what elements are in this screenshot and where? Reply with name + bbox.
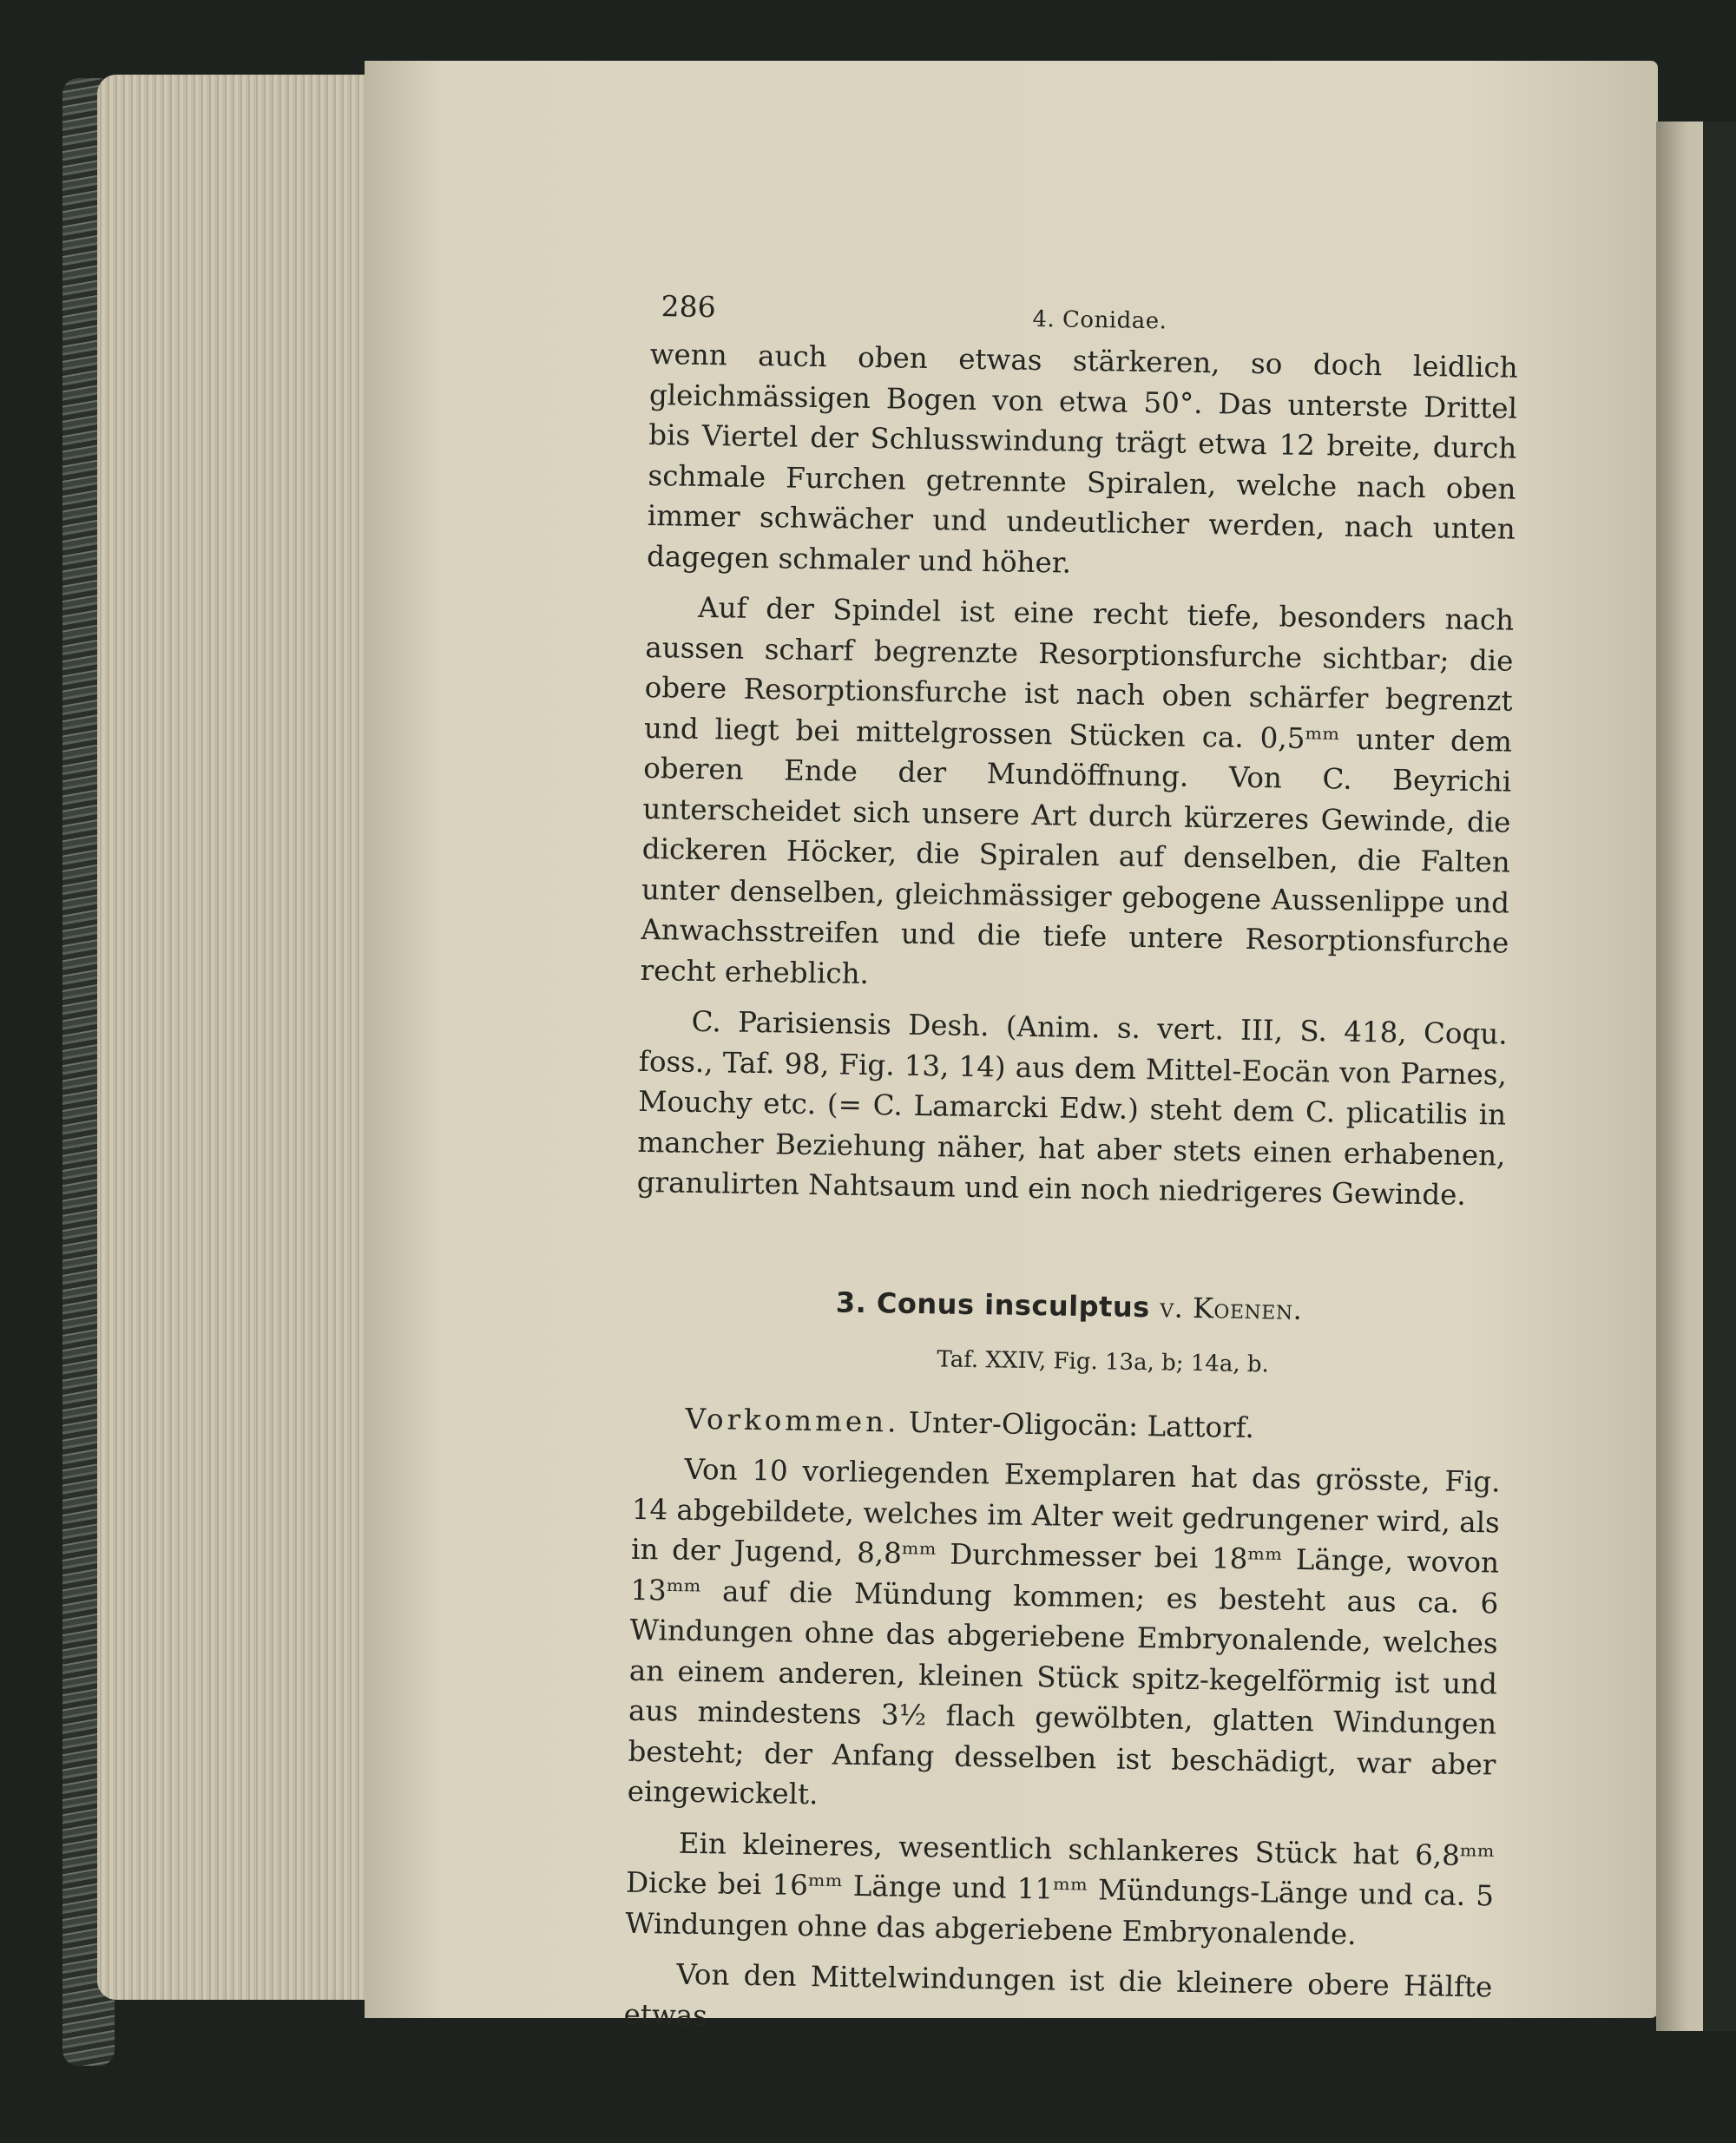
section-heading bbox=[635, 1279, 1503, 1332]
page-text bbox=[623, 286, 1519, 2048]
paragraph: Von 10 vorliegenden Exemplaren hat das grösste, Fig. 14 abgebildete, welches im Alter weit gedrungener wird, als in der Jugend, 8,8ᵐᵐ Durchmesser bei 18ᵐᵐ Länge, wovon 13ᵐᵐ auf die Mündung kommen; es besteht aus ca. 6 Windungen ohne das abgeriebene Embryonalende, welches an einem anderen, kleinen Stück spitz-kegelförmig ist und aus mindestens 3½ flach gewölbten, glatten Windungen besteht; der Anfang desselben ist beschädigt, war aber eingewickelt. bbox=[627, 1452, 1501, 1811]
plate-reference: Taf. XXIV, Fig. 13a, b; 14a, b. bbox=[937, 1346, 1270, 1378]
paragraph: C. Parisiensis Desh. (Anim. s. vert. III, S. 418, Coqu. foss., Taf. 98, Fig. 13, 14) aus dem Mittel-Eocän von Parnes, Mouchy etc. (= C. Lamarcki Edw.) steht dem C. plicatilis in mancher Beziehung näher, hat aber stets einen erhabenen, granulirten Nahtsaum und ein noch niedrigeres Gewinde. bbox=[636, 1004, 1508, 1212]
paragraph: Von den Mittelwindungen ist die kleinere obere Hälfte etwas bbox=[623, 1957, 1493, 2032]
occurrence-label: Vorkommen. bbox=[685, 1402, 900, 1439]
scan-border-right bbox=[1703, 122, 1736, 2031]
page-edges bbox=[97, 75, 384, 2000]
species-title: 3. Conus insculptus bbox=[835, 1285, 1151, 1324]
running-head: 4. Conidae. bbox=[1032, 306, 1167, 335]
occurrence-text: Unter-Oligocän: Lattorf. bbox=[908, 1405, 1255, 1444]
species-author: v. Koenen. bbox=[1160, 1290, 1303, 1326]
paragraph: wenn auch oben etwas stärkeren, so doch leidlich gleichmässigen Bogen von etwa 50°. Das unterste Drittel bis Viertel der Schlusswindung trägt etwa 12 breite, durch schmale Furchen getrennte Spiralen, welche nach oben immer schwächer und undeutlicher werden, nach unten dagegen schmaler und höher. bbox=[646, 337, 1518, 580]
paragraph: Auf der Spindel ist eine recht tiefe, besonders nach aussen scharf begrenzte Resorptionsfurche sichtbar; die obere Resorptionsfurche ist nach oben schärfer begrenzt und liegt bei mittelgrossen Stücken ca. 0,5ᵐᵐ unter dem oberen Ende der Mundöffnung. Von C. Beyrichi unterscheidet sich unsere Art durch kürzeres Gewinde, die dickeren Höcker, die Spiralen auf denselben, die Falten unter denselben, gleichmässiger gebogene Aussenlippe und Anwachsstreifen und die tiefe untere Resorptionsfurche recht erheblich. bbox=[640, 590, 1515, 990]
occurrence-line bbox=[633, 1397, 1502, 1451]
page-number: 286 bbox=[661, 289, 716, 325]
paragraph: Ein kleineres, wesentlich schlankeres Stück hat 6,8ᵐᵐ Dicke bei 16ᵐᵐ Länge und 11ᵐᵐ Mündungs-Länge und ca. 5 Windungen ohne das abgeriebene Embryonalende. bbox=[625, 1826, 1496, 1951]
